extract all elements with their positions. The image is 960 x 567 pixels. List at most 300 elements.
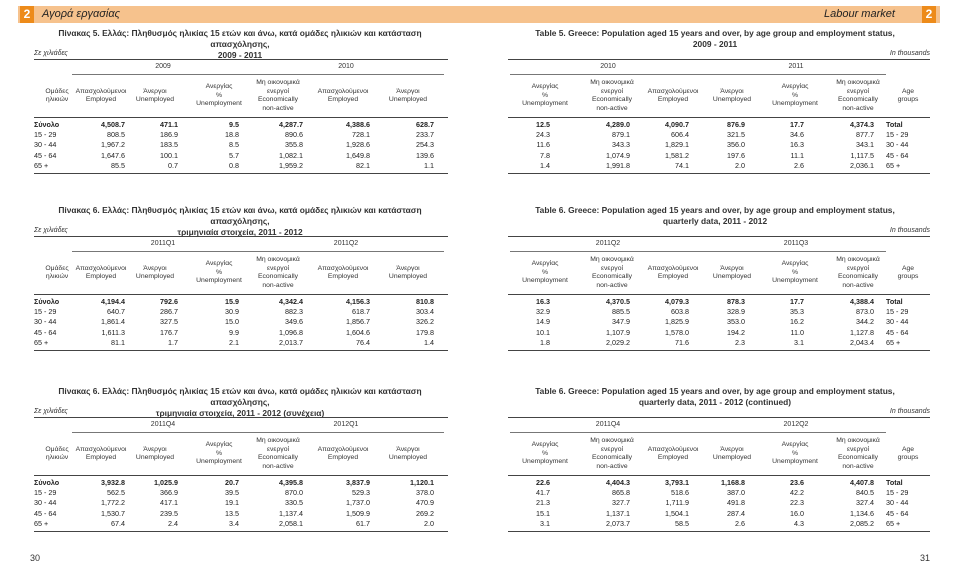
table-cell: 1,127.8 xyxy=(850,327,874,337)
table-cell: 42.2 xyxy=(790,488,804,498)
table-cell: 4,156.3 xyxy=(346,297,370,306)
table-cell: 618.7 xyxy=(352,307,370,317)
table-cell: 3.4 xyxy=(229,518,239,528)
table-bottom-rule xyxy=(508,531,930,532)
table-cell: 4,342.4 xyxy=(279,297,303,306)
table-cell: 2,085.2 xyxy=(850,518,874,528)
header-line: Απασχολούμενοι xyxy=(647,87,699,95)
header-line: groups xyxy=(897,96,919,103)
period-label: 2010 xyxy=(600,63,616,70)
table-cell: 4,395.8 xyxy=(279,478,303,487)
table-block xyxy=(480,205,960,355)
table-cell: 183.5 xyxy=(160,140,178,150)
row-label: Σύνολο xyxy=(34,297,60,306)
header-line: ενεργοί xyxy=(600,445,623,453)
period-label: 2011 xyxy=(788,63,804,70)
table-title-line: Table 5. Greece: Population aged 15 years and over, by age group and employment status, xyxy=(535,28,895,38)
table-cell: 3.1 xyxy=(794,337,804,347)
column-header-unemployed xyxy=(376,253,440,293)
table-cell: 4,388.4 xyxy=(850,297,874,306)
table-cell: 2,036.1 xyxy=(850,160,874,170)
column-header-inactive xyxy=(826,253,890,293)
header-line: % xyxy=(541,268,549,276)
table-cell: 840.5 xyxy=(856,488,874,498)
header-line: Ομάδες xyxy=(45,87,69,95)
row-label: Σύνολο xyxy=(34,120,60,129)
header-line: Economically xyxy=(591,454,633,461)
table-cell: 15.9 xyxy=(225,297,239,306)
table-cell: 1,649.8 xyxy=(346,150,370,160)
header-line: groups xyxy=(897,454,919,461)
header-line: Unemployed xyxy=(712,454,752,461)
header-line: Economically xyxy=(257,454,299,461)
table-cell: 4,404.3 xyxy=(606,478,630,487)
table-cell: 14.9 xyxy=(536,317,550,327)
table-cell: 1,509.9 xyxy=(346,508,370,518)
table-block xyxy=(480,386,960,536)
column-header-rate xyxy=(187,434,251,474)
table-cell: 287.4 xyxy=(727,508,745,518)
header-line: ενεργοί xyxy=(600,264,623,272)
running-header: Labour market xyxy=(824,8,895,20)
table-cell: 491.8 xyxy=(727,498,745,508)
header-line: Απασχολούμενοι xyxy=(75,445,127,453)
header-line: non-active xyxy=(842,462,874,470)
table-cell: 2.6 xyxy=(794,160,804,170)
table-cell: 15.0 xyxy=(225,317,239,327)
header-line: Employed xyxy=(657,454,689,461)
table-cell: 67.4 xyxy=(111,518,125,528)
unit-note: Σε χιλιάδες xyxy=(34,50,68,57)
table-cell: 347.9 xyxy=(612,317,630,327)
table-cell: 1,581.2 xyxy=(665,150,689,160)
row-label: 65 + xyxy=(34,337,49,347)
table-title xyxy=(510,386,920,408)
header-line: Μη οικονομικά xyxy=(590,79,634,86)
header-rule xyxy=(34,294,448,295)
table-cell: 2,029.2 xyxy=(606,337,630,347)
row-label: 65 + xyxy=(886,160,901,170)
table-cell: 417.1 xyxy=(160,498,178,508)
table-cell: 877.7 xyxy=(856,130,874,140)
table-cell: 3,793.1 xyxy=(665,478,689,487)
table-cell: 23.6 xyxy=(790,478,804,487)
table-cell: 1,829.1 xyxy=(665,140,689,150)
table-cell: 1,737.0 xyxy=(346,498,370,508)
table-cell: 9.5 xyxy=(229,120,239,129)
header-line: Ανεργίας xyxy=(205,260,233,268)
table-cell: 1,611.3 xyxy=(101,327,125,337)
table-cell: 1,856.7 xyxy=(346,317,370,327)
table-cell: 628.7 xyxy=(416,120,434,129)
header-line: Economically xyxy=(591,96,633,103)
table-cell: 1,137.4 xyxy=(279,508,303,518)
table-cell: 1.7 xyxy=(168,337,178,347)
table-cell: 471.1 xyxy=(160,120,178,129)
table-cell: 1,967.2 xyxy=(101,140,125,150)
table-cell: 2,073.7 xyxy=(606,518,630,528)
table-cell: 890.6 xyxy=(285,130,303,140)
column-header-rate xyxy=(187,253,251,293)
table-cell: 139.6 xyxy=(416,150,434,160)
header-line: Unemployment xyxy=(196,100,242,108)
period-label: 2012Q1 xyxy=(333,421,359,428)
row-label: 45 - 64 xyxy=(886,327,909,337)
table-cell: 387.0 xyxy=(727,488,745,498)
column-header-unemployed xyxy=(376,76,440,116)
table-cell: 35.3 xyxy=(790,307,804,317)
table-cell: 2,043.4 xyxy=(850,337,874,347)
header-line: Unemployment xyxy=(772,100,818,108)
table-cell: 41.7 xyxy=(536,488,550,498)
table-cell: 873.0 xyxy=(856,307,874,317)
table-cell: 1,928.6 xyxy=(346,140,370,150)
table-cell: 1,711.9 xyxy=(665,498,689,508)
header-line: Age xyxy=(901,264,915,272)
header-line: ηλικιών xyxy=(45,273,69,280)
table-cell: 1.1 xyxy=(424,160,434,170)
header-line: Ανεργίας xyxy=(781,260,809,268)
header-line: ενεργοί xyxy=(846,264,869,272)
header-line: % xyxy=(791,449,799,457)
unit-note: Σε χιλιάδες xyxy=(34,408,68,415)
table-top-rule xyxy=(508,59,930,60)
table-cell: 1,120.1 xyxy=(410,478,434,487)
header-line: Economically xyxy=(837,96,879,103)
table-cell: 3,837.9 xyxy=(346,478,370,487)
table-cell: 30.9 xyxy=(225,307,239,317)
header-line: Economically xyxy=(591,273,633,280)
table-title-line: 2009 - 2011 xyxy=(217,50,263,60)
table-bottom-rule xyxy=(34,350,448,351)
header-line: % xyxy=(215,268,223,276)
header-line: Μη οικονομικά xyxy=(590,437,634,444)
table-cell: 16.2 xyxy=(790,317,804,327)
header-line: Απασχολούμενοι xyxy=(75,87,127,95)
table-cell: 32.9 xyxy=(536,307,550,317)
header-line: non-active xyxy=(596,104,628,112)
header-line: % xyxy=(791,91,799,99)
header-line: Ανεργίας xyxy=(531,441,559,449)
row-label: 15 - 29 xyxy=(34,307,57,317)
header-line: Μη οικονομικά xyxy=(256,79,300,86)
row-label: 65 + xyxy=(886,337,901,347)
period-label: 2011Q2 xyxy=(333,240,359,247)
table-cell: 5.7 xyxy=(229,150,239,160)
header-line: Employed xyxy=(657,96,689,103)
header-line: Unemployment xyxy=(522,100,568,108)
column-header-inactive xyxy=(246,253,310,293)
table-cell: 1,991.8 xyxy=(606,160,630,170)
header-rule xyxy=(508,294,930,295)
header-line: Μη οικονομικά xyxy=(836,79,880,86)
table-cell: 327.5 xyxy=(160,317,178,327)
table-cell: 16.3 xyxy=(536,297,550,306)
table-cell: 2.0 xyxy=(424,518,434,528)
header-line: ενεργοί xyxy=(846,445,869,453)
table-title xyxy=(40,386,440,419)
table-cell: 792.6 xyxy=(160,297,178,306)
row-label: 30 - 44 xyxy=(886,317,909,327)
table-cell: 640.7 xyxy=(107,307,125,317)
table-cell: 1,082.1 xyxy=(279,150,303,160)
period-rule xyxy=(510,74,886,75)
row-label: 30 - 44 xyxy=(34,140,57,150)
table-cell: 1,107.9 xyxy=(606,327,630,337)
table-cell: 344.2 xyxy=(856,317,874,327)
header-line: % xyxy=(215,449,223,457)
period-rule xyxy=(510,251,886,252)
header-line: non-active xyxy=(262,104,294,112)
header-line: Unemployed xyxy=(388,273,428,280)
table-cell: 10.1 xyxy=(536,327,550,337)
unit-note: Σε χιλιάδες xyxy=(34,227,68,234)
header-line: Unemployed xyxy=(135,96,175,103)
header-line: Ανεργίας xyxy=(781,83,809,91)
header-rule xyxy=(34,117,448,118)
table-cell: 4,407.8 xyxy=(850,478,874,487)
column-header-employed xyxy=(641,76,705,116)
row-label: 30 - 44 xyxy=(34,317,57,327)
header-line: Άνεργοι xyxy=(143,87,167,95)
header-line: Απασχολούμενοι xyxy=(647,264,699,272)
header-line: Age xyxy=(901,87,915,95)
row-label: 30 - 44 xyxy=(886,140,909,150)
period-rule xyxy=(72,432,444,433)
chapter-number: 2 xyxy=(922,6,936,23)
table-cell: 343.1 xyxy=(856,140,874,150)
header-line: Άνεργοι xyxy=(720,87,744,95)
header-line: Unemployment xyxy=(196,277,242,285)
header-line: Unemployed xyxy=(135,454,175,461)
age-group-header xyxy=(883,434,933,474)
header-line: Employed xyxy=(327,273,359,280)
table-cell: 870.0 xyxy=(285,488,303,498)
period-label: 2011Q2 xyxy=(595,240,621,247)
header-line: Μη οικονομικά xyxy=(256,437,300,444)
header-line: % xyxy=(541,91,549,99)
table-cell: 76.4 xyxy=(356,337,370,347)
table-cell: 186.9 xyxy=(160,130,178,140)
table-cell: 326.2 xyxy=(416,317,434,327)
table-title xyxy=(510,28,920,50)
header-line: % xyxy=(541,449,549,457)
header-line: Unemployed xyxy=(712,273,752,280)
column-header-inactive xyxy=(246,76,310,116)
table-cell: 4,388.6 xyxy=(346,120,370,129)
table-title-line: 2009 - 2011 xyxy=(692,39,738,49)
header-line: Unemployment xyxy=(196,458,242,466)
table-cell: 1,137.1 xyxy=(606,508,630,518)
table-cell: 0.7 xyxy=(168,160,178,170)
table-cell: 1,825.9 xyxy=(665,317,689,327)
table-cell: 254.3 xyxy=(416,140,434,150)
table-cell: 1,959.2 xyxy=(279,160,303,170)
table-cell: 85.5 xyxy=(111,160,125,170)
unit-note: In thousands xyxy=(889,408,930,415)
header-line: non-active xyxy=(842,104,874,112)
table-cell: 269.2 xyxy=(416,508,434,518)
table-cell: 321.5 xyxy=(727,130,745,140)
table-cell: 22.3 xyxy=(790,498,804,508)
table-cell: 4,287.7 xyxy=(279,120,303,129)
column-header-rate xyxy=(763,253,827,293)
table-top-rule xyxy=(508,417,930,418)
table-top-rule xyxy=(34,417,448,418)
column-header-rate xyxy=(513,253,577,293)
table-cell: 18.8 xyxy=(225,130,239,140)
header-line: Άνεργοι xyxy=(143,264,167,272)
table-cell: 34.6 xyxy=(790,130,804,140)
table-cell: 879.1 xyxy=(612,130,630,140)
header-line: Μη οικονομικά xyxy=(836,437,880,444)
header-line: Απασχολούμενοι xyxy=(75,264,127,272)
header-line: Απασχολούμενοι xyxy=(317,87,369,95)
unit-note: In thousands xyxy=(889,227,930,234)
column-header-rate xyxy=(763,76,827,116)
table-bottom-rule xyxy=(508,350,930,351)
header-line: Μη οικονομικά xyxy=(836,256,880,263)
table-cell: 4,374.3 xyxy=(850,120,874,129)
table-cell: 194.2 xyxy=(727,327,745,337)
table-cell: 58.5 xyxy=(675,518,689,528)
table-title-line: Πίνακας 6. Ελλάς: Πληθυσμός ηλικίας 15 ετών και άνω, κατά ομάδες ηλικιών και κατάσταση απασχόλησης, xyxy=(58,205,422,226)
table-cell: 876.9 xyxy=(727,120,745,129)
row-label: 15 - 29 xyxy=(886,307,909,317)
table-cell: 7.8 xyxy=(540,150,550,160)
row-label: 45 - 64 xyxy=(34,508,57,518)
header-line: Unemployment xyxy=(772,277,818,285)
table-cell: 327.7 xyxy=(612,498,630,508)
header-line: Economically xyxy=(837,273,879,280)
period-label: 2012Q2 xyxy=(783,421,809,428)
column-header-employed xyxy=(641,434,705,474)
column-header-unemployed xyxy=(700,434,764,474)
table-cell: 17.7 xyxy=(790,120,804,129)
table-cell: 303.4 xyxy=(416,307,434,317)
table-cell: 808.5 xyxy=(107,130,125,140)
header-line: Age xyxy=(901,445,915,453)
row-label: 15 - 29 xyxy=(34,130,57,140)
period-rule xyxy=(72,74,444,75)
table-cell: 15.1 xyxy=(536,508,550,518)
header-rule xyxy=(508,117,930,118)
table-cell: 286.7 xyxy=(160,307,178,317)
column-header-inactive xyxy=(580,434,644,474)
header-line: Unemployed xyxy=(388,454,428,461)
header-line: Ανεργίας xyxy=(205,441,233,449)
table-title-line: Πίνακας 5. Ελλάς: Πληθυσμός ηλικίας 15 ετών και άνω, κατά ομάδες ηλικιών και κατάσταση απασχόλησης, xyxy=(58,28,422,49)
header-line: Άνεργοι xyxy=(396,87,420,95)
table-cell: 3,932.8 xyxy=(101,478,125,487)
table-title xyxy=(40,205,440,238)
table-cell: 2.1 xyxy=(229,337,239,347)
table-cell: 100.1 xyxy=(160,150,178,160)
column-header-inactive xyxy=(246,434,310,474)
table-cell: 11.0 xyxy=(790,327,804,337)
row-label: 15 - 29 xyxy=(886,130,909,140)
table-title-line: Table 6. Greece: Population aged 15 years and over, by age group and employment status, xyxy=(535,205,895,215)
table-cell: 11.1 xyxy=(790,150,804,160)
table-cell: 2,058.1 xyxy=(279,518,303,528)
table-cell: 12.5 xyxy=(536,120,550,129)
header-line: Unemployed xyxy=(135,273,175,280)
header-rule xyxy=(508,475,930,476)
table-cell: 13.5 xyxy=(225,508,239,518)
table-cell: 2.6 xyxy=(735,518,745,528)
column-header-rate xyxy=(763,434,827,474)
row-label: 45 - 64 xyxy=(34,150,57,160)
table-cell: 349.6 xyxy=(285,317,303,327)
header-line: % xyxy=(215,91,223,99)
row-label: Σύνολο xyxy=(34,478,60,487)
header-line: Unemployed xyxy=(712,96,752,103)
table-title-line: Πίνακας 6. Ελλάς: Πληθυσμός ηλικίας 15 ετών και άνω, κατά ομάδες ηλικιών και κατάσταση απασχόλησης, xyxy=(58,386,422,407)
period-label: 2011Q1 xyxy=(150,240,176,247)
header-line: Employed xyxy=(327,454,359,461)
header-line: ενεργοί xyxy=(846,87,869,95)
table-block xyxy=(0,386,480,536)
table-cell: 1,168.8 xyxy=(721,478,745,487)
header-line: Employed xyxy=(657,273,689,280)
table-block xyxy=(0,28,480,178)
row-label: 65 + xyxy=(886,518,901,528)
table-cell: 0.8 xyxy=(229,160,239,170)
table-title-line: quarterly data, 2011 - 2012 (continued) xyxy=(638,397,792,407)
header-line: Unemployed xyxy=(388,96,428,103)
column-header-employed xyxy=(311,253,375,293)
table-cell: 810.8 xyxy=(416,297,434,306)
row-label: 65 + xyxy=(34,518,49,528)
table-title-line: quarterly data, 2011 - 2012 xyxy=(662,216,768,226)
age-group-header xyxy=(883,76,933,116)
row-label: 30 - 44 xyxy=(34,498,57,508)
header-line: groups xyxy=(897,273,919,280)
period-label: 2010 xyxy=(338,63,354,70)
header-line: ενεργοί xyxy=(266,264,289,272)
header-line: Economically xyxy=(257,96,299,103)
header-line: Άνεργοι xyxy=(720,445,744,453)
table-bottom-rule xyxy=(508,173,930,174)
header-line: Άνεργοι xyxy=(396,264,420,272)
header-line: Άνεργοι xyxy=(143,445,167,453)
table-cell: 2.4 xyxy=(168,518,178,528)
table-cell: 1.4 xyxy=(540,160,550,170)
column-header-unemployed xyxy=(700,76,764,116)
table-cell: 366.9 xyxy=(160,488,178,498)
table-cell: 24.3 xyxy=(536,130,550,140)
header-line: Ανεργίας xyxy=(531,83,559,91)
table-cell: 356.0 xyxy=(727,140,745,150)
row-label: Total xyxy=(886,478,903,487)
column-header-unemployed xyxy=(123,434,187,474)
table-cell: 4,370.5 xyxy=(606,297,630,306)
table-cell: 233.7 xyxy=(416,130,434,140)
table-cell: 82.1 xyxy=(356,160,370,170)
table-cell: 1.8 xyxy=(540,337,550,347)
table-cell: 518.6 xyxy=(671,488,689,498)
table-cell: 8.5 xyxy=(229,140,239,150)
table-title-line: τριμηνιαία στοιχεία, 2011 - 2012 xyxy=(177,227,303,237)
table-cell: 1,772.2 xyxy=(101,498,125,508)
row-label: 15 - 29 xyxy=(34,488,57,498)
table-cell: 19.1 xyxy=(225,498,239,508)
table-cell: 71.6 xyxy=(675,337,689,347)
table-cell: 330.5 xyxy=(285,498,303,508)
table-cell: 1,504.1 xyxy=(665,508,689,518)
table-cell: 4,090.7 xyxy=(665,120,689,129)
row-label: 65 + xyxy=(34,160,49,170)
